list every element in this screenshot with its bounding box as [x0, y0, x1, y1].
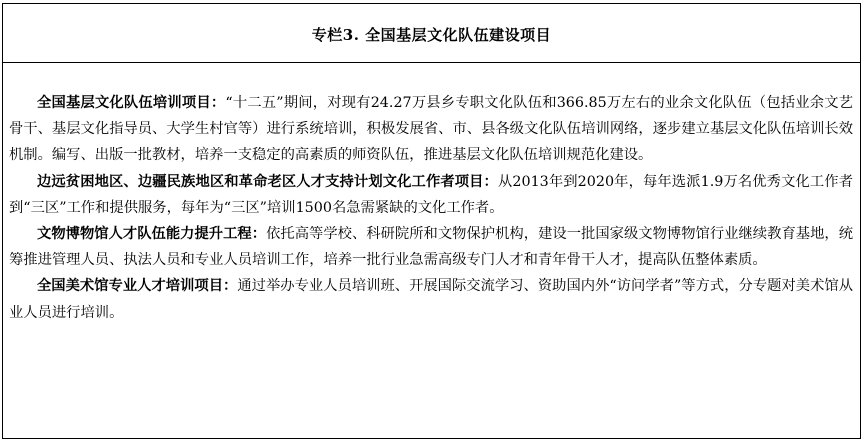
box-title: 专栏3. 全国基层文化队伍建设项目 — [311, 25, 552, 44]
paragraph-heading: 边远贫困地区、边疆民族地区和革命老区人才支持计划文化工作者项目： — [37, 173, 498, 190]
feature-box — [2, 3, 861, 439]
paragraph-heading: 文物博物馆人才队伍能力提升工程： — [37, 226, 267, 243]
box-content — [3, 63, 860, 326]
paragraph-museum-talent — [9, 221, 853, 273]
title-row — [3, 4, 860, 63]
paragraph-body: “十二五”期间，对现有24.27万县乡专职文化队伍和366.85万左右的业余文化队伍（包括业余文艺骨干、基层文化指导员、大学生村官等）进行系统培训，积极发展省、市、县各级文化队伍培训网络，逐步建立基层文化队伍培训长效机制。编写、出版一批教材，培养一支稳定的高素质的师资队伍，推进基层文化队伍培训规范化建设。 — [9, 95, 853, 164]
paragraph-three-regions-program — [9, 169, 853, 221]
paragraph-body: 从2013年到2020年，每年选派1.9万名优秀文化工作者到“三区”工作和提供服务，每年为“三区”培训1500名急需紧缺的文化工作者。 — [9, 173, 853, 216]
paragraph-body: 依托高等学校、科研院所和文物保护机构，建设一批国家级文物博物馆行业继续教育基地，统筹推进管理人员、执法人员和专业人员培训工作，培养一批行业急需高级专门人才和青年骨干人才，提高队伍整体素质。 — [9, 226, 854, 269]
paragraph-grassroots-training — [9, 90, 853, 169]
paragraph-heading: 全国基层文化队伍培训项目： — [37, 95, 226, 111]
paragraph-heading: 全国美术馆专业人才培训项目： — [37, 278, 238, 295]
paragraph-body: 通过举办专业人员培训班、开展国际交流学习、资助国内外“访问学者”等方式，分专题对美术馆从业人员进行培训。 — [9, 278, 853, 321]
paragraph-art-museum-training — [9, 273, 853, 325]
